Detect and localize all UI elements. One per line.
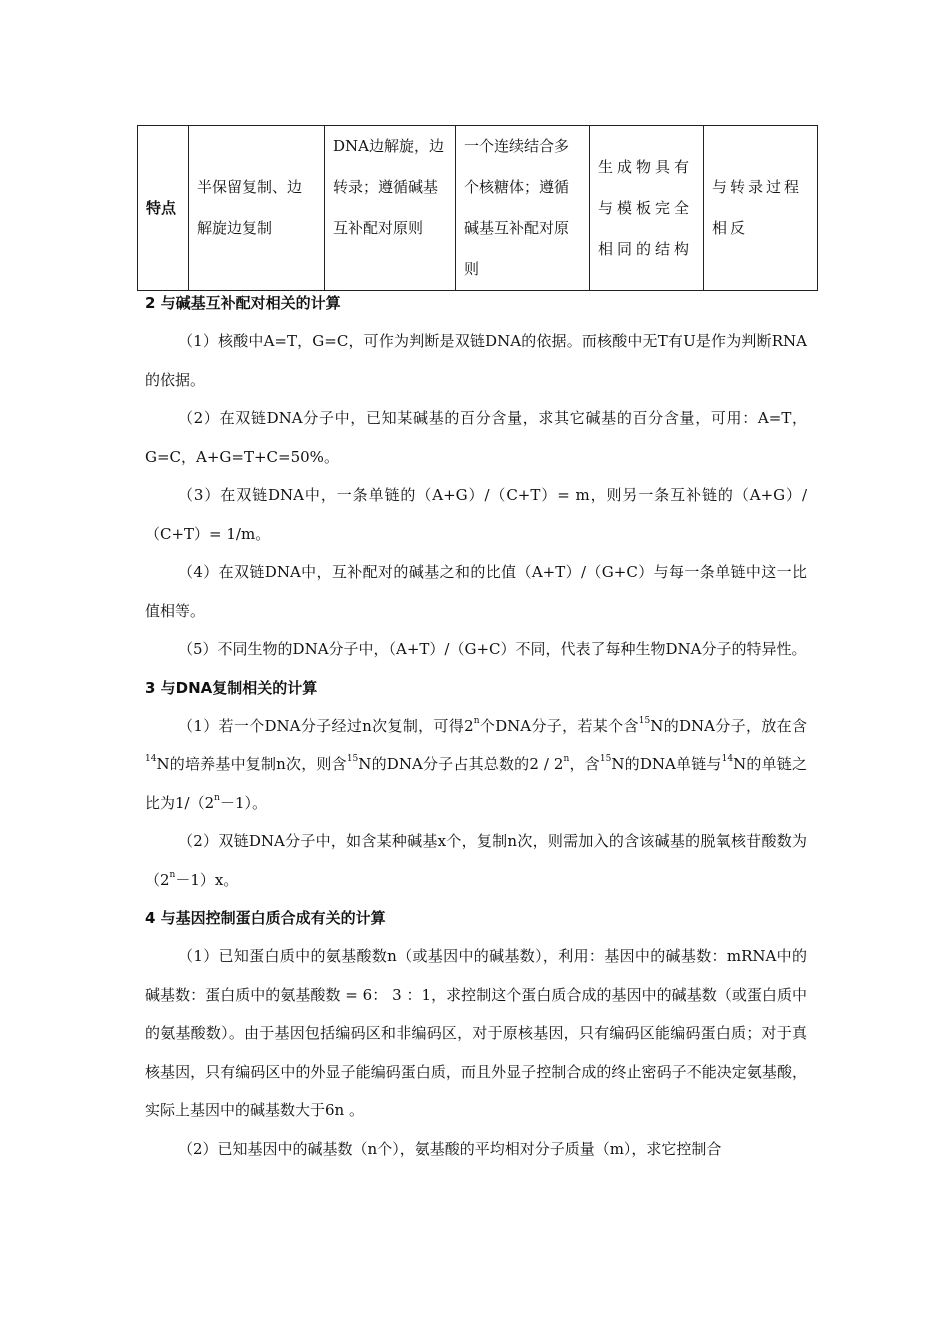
- table-cell: DNA边解旋，边转录；遵循碱基互补配对原则: [325, 126, 456, 291]
- paragraph: （5）不同生物的DNA分子中，（A+T）/（G+C）不同，代表了每种生物DNA分子的特异性。: [178, 640, 807, 658]
- table-cell: 半保留复制、边解旋边复制: [189, 126, 325, 291]
- row-label: 特点: [138, 126, 189, 291]
- table-cell: 与转录过程相反: [704, 126, 818, 291]
- section-heading: 3 与DNA复制相关的计算: [145, 678, 318, 697]
- paragraph: （4）在双链DNA中，互补配对的碱基之和的比值（A+T）/（G+C）与每一条单链中这一比值相等。: [145, 563, 807, 620]
- table-cell: 一个连续结合多个核糖体；遵循碱基互补配对原则: [456, 126, 590, 291]
- paragraph: （2）双链DNA分子中，如含某种碱基x个，复制n次，则需加入的含该碱基的脱氧核苷酸数为$(2^n-1)x$。: [145, 832, 807, 889]
- features-table: [137, 125, 818, 291]
- table-row: [138, 126, 818, 291]
- paragraph: （1）已知蛋白质中的氨基酸数n（或基因中的碱基数），利用：基因中的碱基数：mRNA中的碱基数：蛋白质中的氨基酸数 = 6： 3 ：1，求控制这个蛋白质合成的基因中的碱基数（或蛋白质中的氨基酸数）。由于基因包括编码区和非编码区，对于原核基因，只有编码区能编码蛋白质；对于真核基因，只有编码区中的外显子能编码蛋白质，而且外显子控制合成的终止密码子不能决定氨基酸，实际上基因中的碱基数大于6n 。: [145, 947, 807, 1119]
- table-cell: 生成物具有与模板完全相同的结构: [590, 126, 704, 291]
- section-heading: 2 与碱基互补配对相关的计算: [145, 294, 341, 312]
- paragraph: （2）已知基因中的碱基数（n个），氨基酸的平均相对分子质量（m），求它控制合: [178, 1139, 722, 1158]
- document-body: [145, 284, 807, 1168]
- paragraph: （3）在双链DNA中，一条单链的（A+G）/（C+T）= m，则另一条互补链的（A+G）/（C+T）= 1/m。: [145, 486, 807, 543]
- paragraph: （1）核酸中A=T，G=C，可作为判断是双链DNA的依据。而核酸中无T有U是作为判断RNA的依据。: [145, 332, 807, 389]
- section-heading: 4 与基因控制蛋白质合成有关的计算: [145, 909, 386, 927]
- paragraph: （1）若一个DNA分子经过n次复制，可得2$^n$个DNA分子，若某个含$^{15}$N的DNA分子，放在含$^{14}$N的培养基中复制n次，则含$^{15}$N的DNA分子占其总数的2 / 2$^n$，含$^{15}$N的DNA单链与$^{14}$N的单链之比为$1/(2^n-1)$。: [145, 715, 807, 812]
- paragraph: （2）在双链DNA分子中，已知某碱基的百分含量，求其它碱基的百分含量，可用：A=T，G=C，A+G=T+C=50%。: [145, 409, 807, 466]
